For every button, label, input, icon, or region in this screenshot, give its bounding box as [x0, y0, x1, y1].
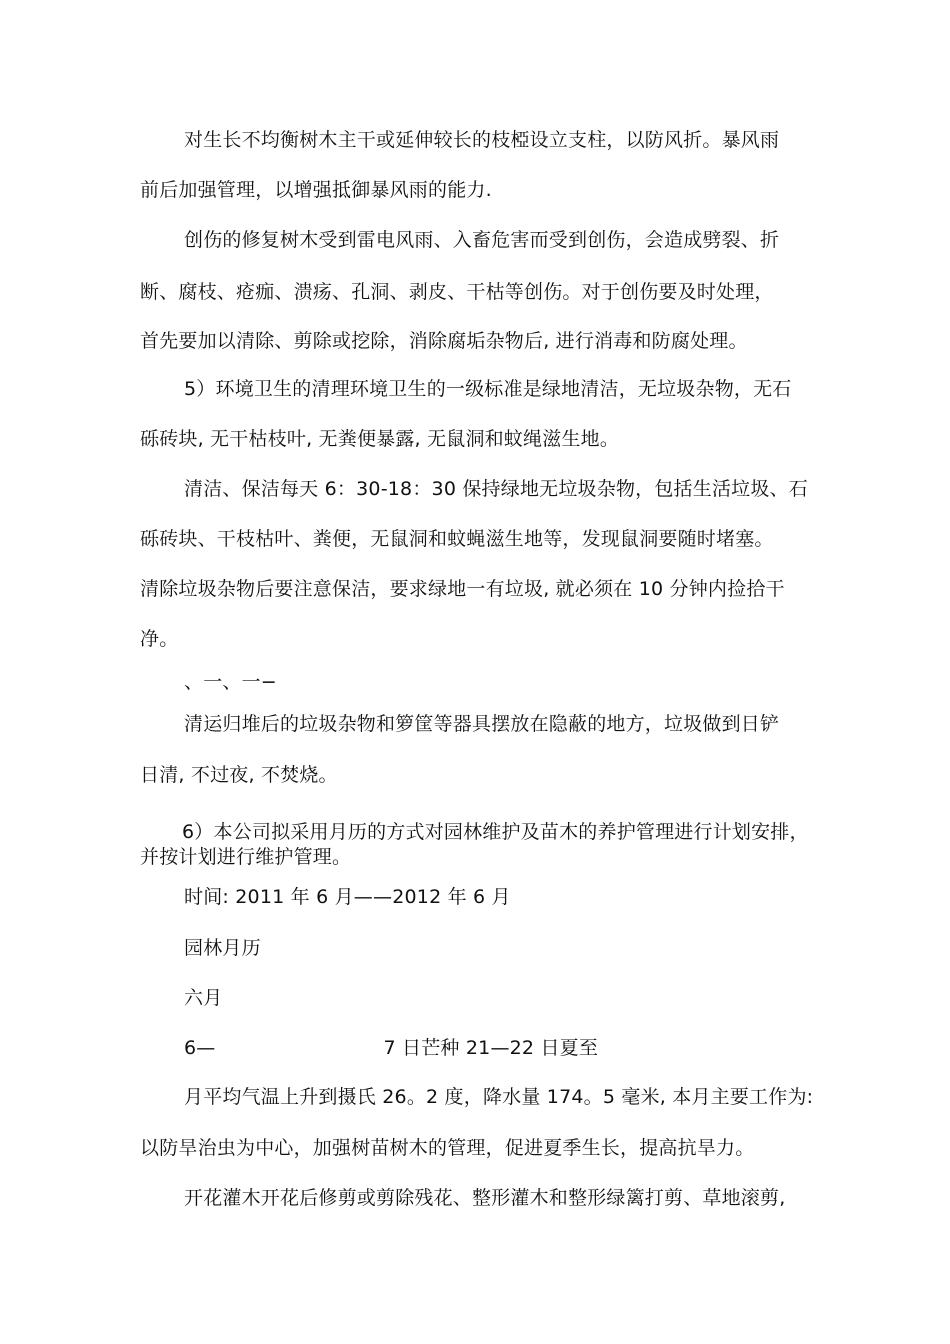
paragraph-line-13: 日清, 不过夜, 不焚烧。 — [140, 764, 338, 786]
paragraph-line-6: 5）环境卫生的清理环境卫生的一级标准是绿地清洁，无垃圾杂物，无石 — [184, 378, 792, 400]
section-title: 园林月历 — [184, 937, 261, 959]
paragraph-line-8: 清洁、保洁每天 6：30-18：30 保持绿地无垃圾杂物，包括生活垃圾、石 — [184, 478, 808, 500]
solar-terms-left: 6— — [184, 1037, 216, 1059]
separator-marks: 、一、一− — [184, 671, 277, 693]
paragraph-line-9: 砾砖块、干枝枯叶、粪便，无鼠洞和蚊蝇滋生地等，发现鼠洞要随时堵塞。 — [140, 528, 774, 550]
paragraph-line-4: 断、腐枝、疮痂、溃疡、孔洞、剥皮、干枯等创伤。对于创伤要及时处理， — [140, 281, 774, 303]
paragraph-line-14: 6）本公司拟采用月历的方式对园林维护及苗木的养护管理进行计划安排， — [182, 821, 809, 843]
month-heading: 六月 — [184, 987, 223, 1009]
solar-terms-right: 7 日芒种 21—22 日夏至 — [383, 1037, 599, 1059]
paragraph-line-7: 砾砖块, 无干枯枝叶, 无粪便暴露, 无鼠洞和蚊绳滋生地。 — [140, 428, 620, 450]
paragraph-line-15: 并按计划进行维护管理。 — [140, 846, 352, 868]
paragraph-line-10: 清除垃圾杂物后要注意保洁，要求绿地一有垃圾, 就必须在 10 分钟内捡拾干 — [140, 578, 785, 600]
time-range-line: 时间: 2011 年 6 月——2012 年 6 月 — [184, 886, 511, 908]
paragraph-line-12: 清运归堆后的垃圾杂物和箩筐等器具摆放在隐蔽的地方，垃圾做到日铲 — [184, 713, 780, 735]
paragraph-line-18: 开花灌木开花后修剪或剪除残花、整形灌木和整形绿篱打剪、草地滚剪, — [184, 1187, 786, 1209]
solar-terms-line — [184, 1036, 598, 1060]
paragraph-line-11: 净。 — [140, 628, 179, 650]
paragraph-line-17: 以防旱治虫为中心，加强树苗树木的管理，促进夏季生长，提高抗旱力。 — [140, 1137, 755, 1159]
paragraph-line-1: 对生长不均衡树木主干或延伸较长的枝椏设立支柱，以防风折。暴风雨 — [184, 129, 780, 151]
paragraph-line-5: 首先要加以清除、剪除或挖除，消除腐垢杂物后, 进行消毒和防腐处理。 — [140, 330, 748, 352]
paragraph-line-2: 前后加强管理，以增强抵御暴风雨的能力. — [140, 179, 492, 201]
paragraph-line-3: 创伤的修复树木受到雷电风雨、入畜危害而受到创伤，会造成劈裂、折 — [184, 229, 780, 251]
paragraph-line-16: 月平均气温上升到摄氏 26。2 度，降水量 174。5 毫米, 本月主要工作为: — [184, 1086, 814, 1108]
